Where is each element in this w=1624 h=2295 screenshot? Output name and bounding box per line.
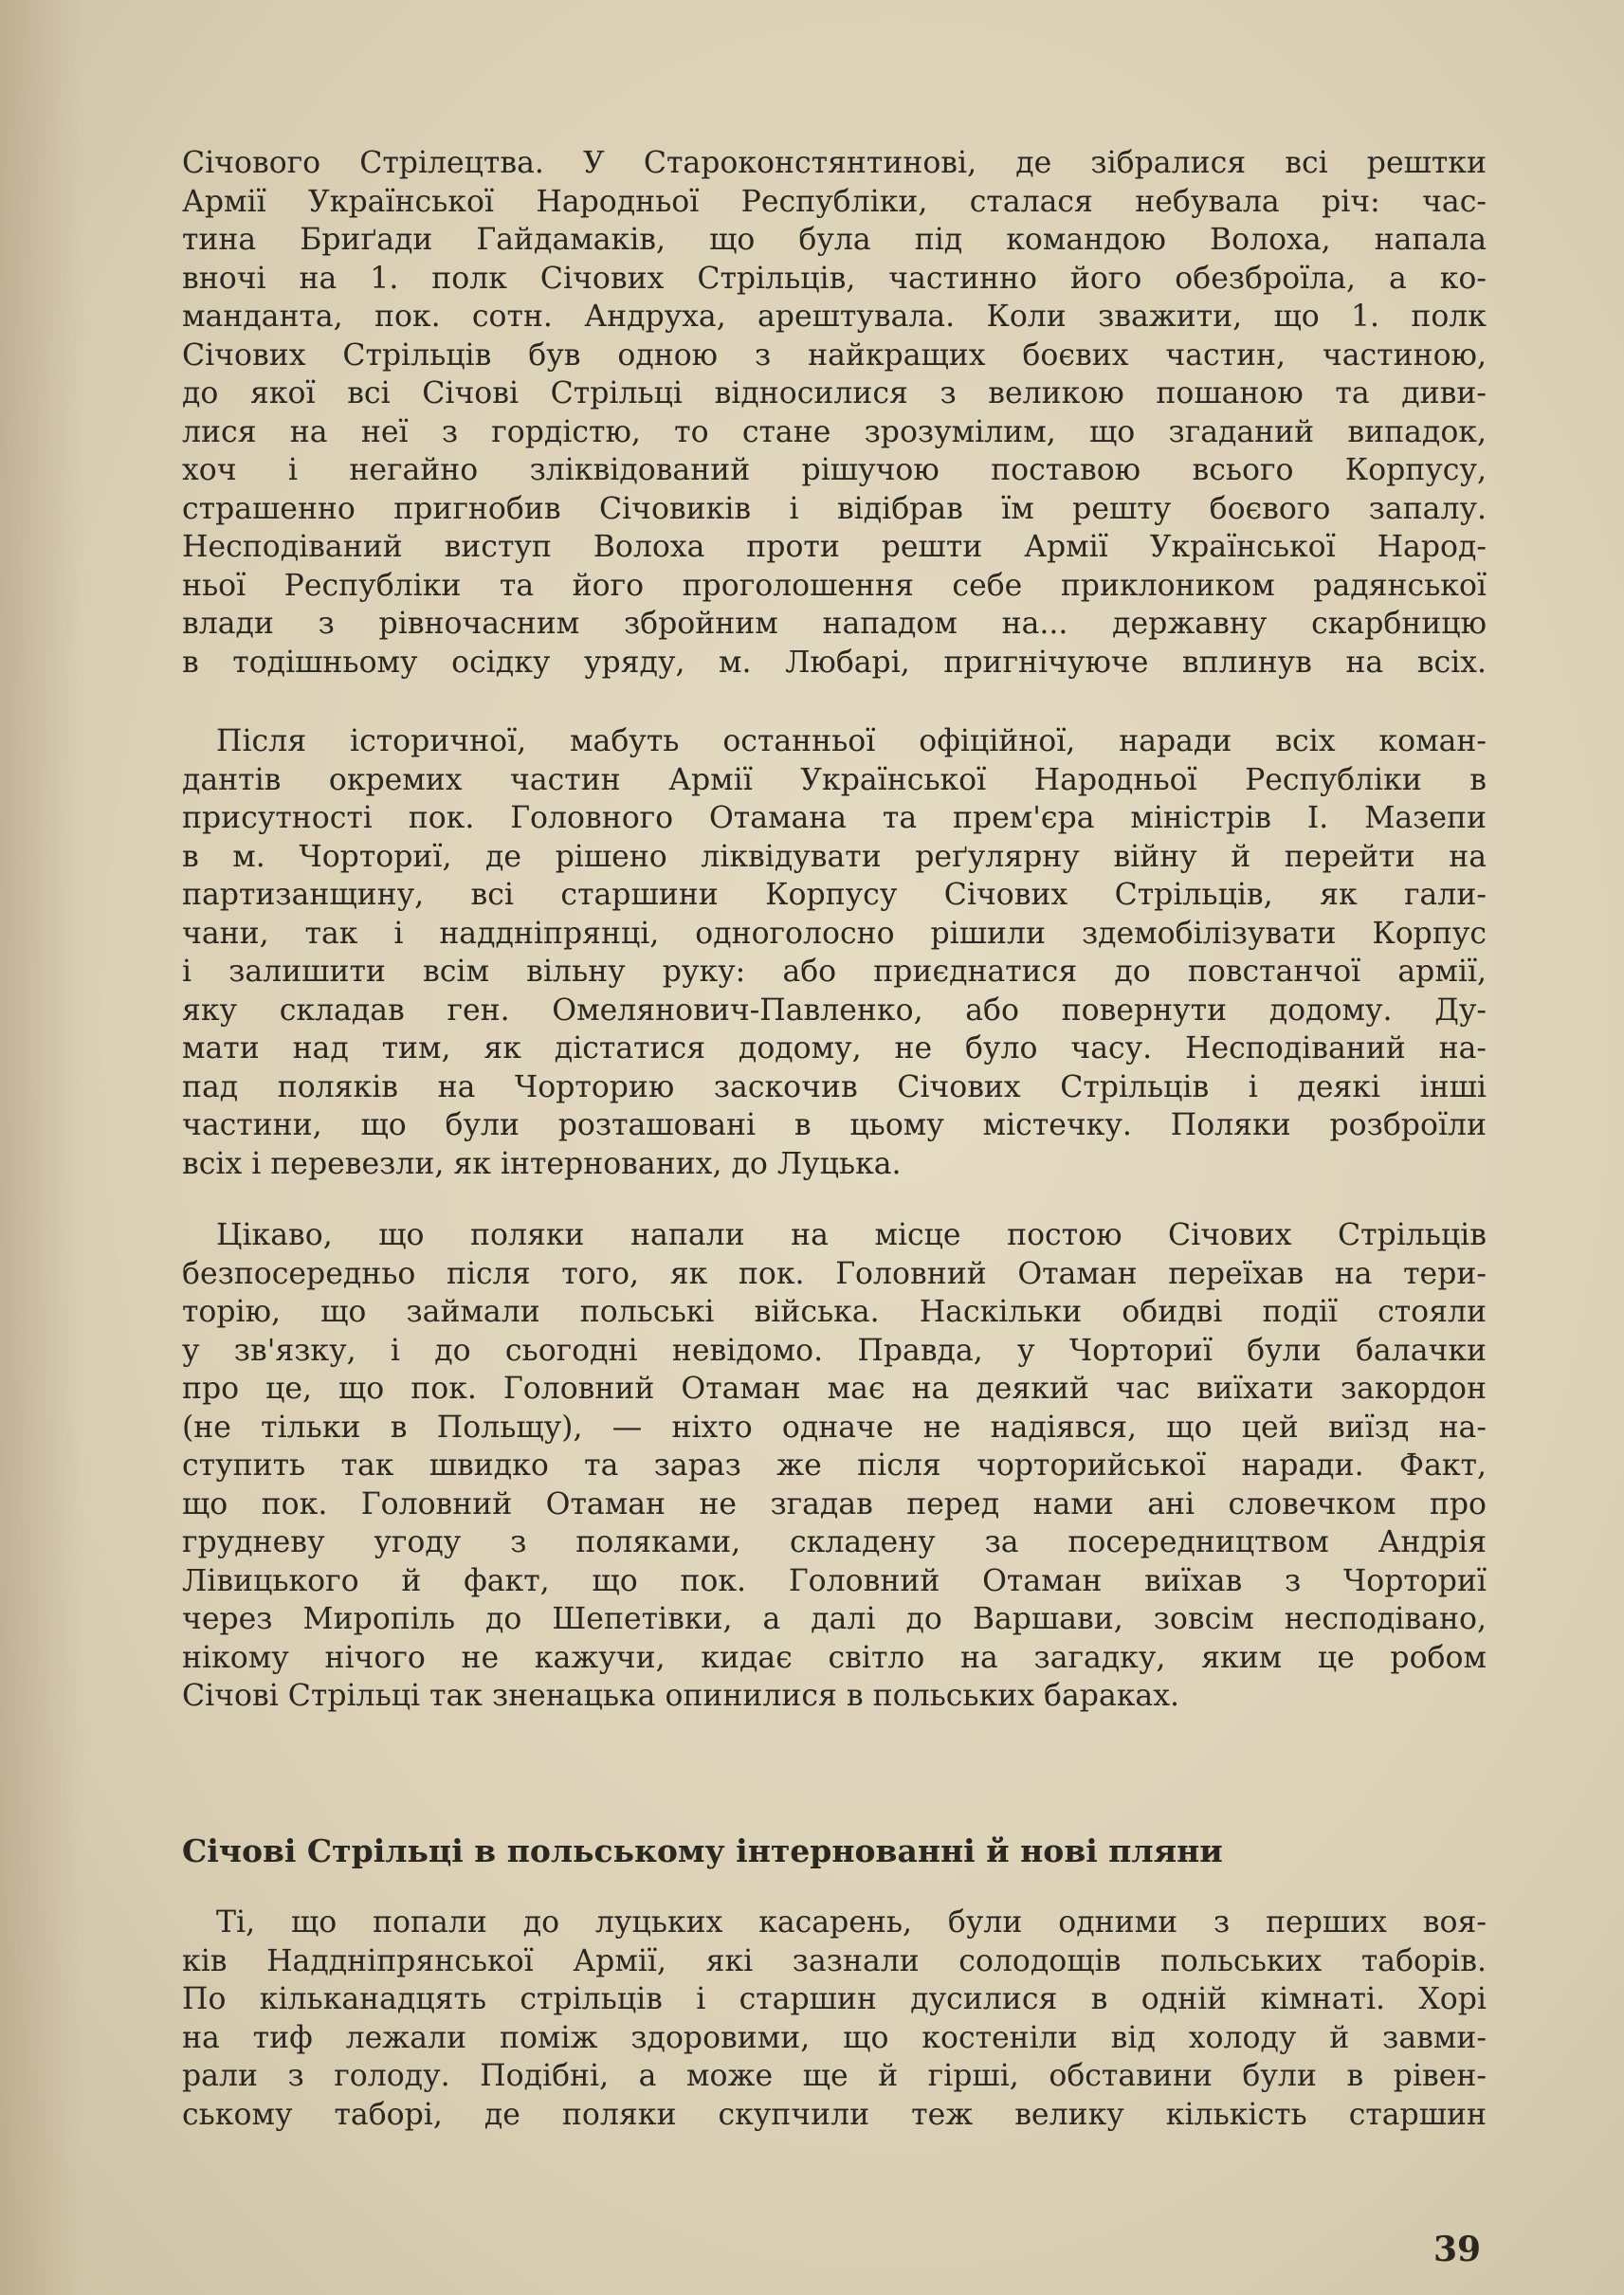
text-line: ків Наддніпрянської Армії, які зазнали солодощів польських таборів.: [182, 1943, 1487, 1978]
text-line: лися на неї з гордістю, то стане зрозумілим, що згаданий випадок,: [182, 414, 1487, 449]
text-line: По кільканадцять стрільців і старшин дусилися в одній кімнаті. Хорі: [182, 1982, 1487, 2016]
text-line: грудневу угоду з поляками, складену за посередництвом Андрія: [182, 1525, 1487, 1559]
text-line: Ті, що попали до луцьких касарень, були одними з перших воя-: [216, 1905, 1487, 1940]
text-line: Січового Стрілецтва. У Староконстянтинові, де зібралися всі рештки: [182, 146, 1487, 180]
text-line: страшенно пригнобив Січовиків і відібрав їм решту боєвого запалу.: [182, 491, 1487, 526]
paragraph-3: [182, 1216, 1487, 1716]
text-line: частини, що були розташовані в цьому містечку. Поляки розброїли: [182, 1108, 1487, 1142]
paragraph-2: [182, 722, 1487, 1183]
text-line: тина Бриґади Гайдамаків, що була під командою Волоха, напала: [182, 223, 1487, 257]
text-line: нікому нічого не кажучи, кидає світло на загадку, яким це робом: [182, 1640, 1487, 1675]
text-line: до якої всі Січові Стрільці відносилися з великою пошаною та диви-: [182, 376, 1487, 410]
text-line: в тодішньому осідку уряду, м. Любарі, пригнічуюче вплинув на всіх.: [182, 645, 1487, 680]
text-line: у зв'язку, і до сьогодні невідомо. Правда, у Чорториї були балачки: [182, 1333, 1487, 1368]
text-line: Армії Української Народньої Республіки, сталася небувала річ: час-: [182, 184, 1487, 219]
text-line: що пок. Головний Отаман не згадав перед нами ані словечком про: [182, 1486, 1487, 1521]
text-line: і залишити всім вільну руку: або приєднатися до повстанчої армії,: [182, 955, 1487, 989]
text-line: Січові Стрільці так зненацька опинилися в польських бараках.: [182, 1679, 1179, 1713]
text-line: манданта, пок. сотн. Андруха, арештувала. Коли зважити, що 1. полк: [182, 300, 1487, 334]
text-line: Лівицького й факт, що пок. Головний Отаман виїхав з Чорториї: [182, 1563, 1487, 1598]
text-line: в м. Чорториї, де рішено ліквідувати реґулярну війну й перейти на: [182, 839, 1487, 874]
text-line: ському таборі, де поляки скупчили теж велику кількість старшин: [182, 2097, 1487, 2132]
page-number: 39: [1433, 2230, 1482, 2269]
text-line: влади з рівночасним збройним нападом на... державну скарбницю: [182, 607, 1487, 641]
text-line: рали з голоду. Подібні, а може ще й гірші, обставини були в рівен-: [182, 2059, 1487, 2093]
text-line: хоч і негайно зліквідований рішучою поставою всього Корпусу,: [182, 453, 1487, 487]
section-heading: Січові Стрільці в польському інтернованні й нові пляни: [182, 1832, 1223, 1869]
paragraph-4: [182, 1903, 1487, 2134]
text-line: про це, що пок. Головний Отаман має на деякий час виїхати закордон: [182, 1372, 1487, 1406]
paragraph-1: [182, 144, 1487, 682]
text-line: яку складав ген. Омелянович-Павленко, або повернути додому. Ду-: [182, 993, 1487, 1028]
text-line: присутності пок. Головного Отамана та прем'єра міністрів І. Мазепи: [182, 801, 1487, 835]
text-line: безпосередньо після того, як пок. Головний Отаман переїхав на тери-: [182, 1256, 1487, 1291]
text-line: на тиф лежали поміж здоровими, що костеніли від холоду й завми-: [182, 2020, 1487, 2055]
text-line: всіх і перевезли, як інтернованих, до Луцька.: [182, 1146, 902, 1181]
text-line: через Миропіль до Шепетівки, а далі до Варшави, зовсім несподівано,: [182, 1602, 1487, 1636]
text-line: Січових Стрільців був одною з найкращих боєвих частин, частиною,: [182, 337, 1487, 373]
text-line: мати над тим, як дістатися додому, не було часу. Несподіваний на-: [182, 1031, 1487, 1066]
text-line: пад поляків на Чорторию заскочив Січових Стрільців і деякі інші: [182, 1069, 1487, 1104]
text-line: ступить так швидко та зараз же після чорторийської наради. Факт,: [182, 1448, 1487, 1483]
text-line: вночі на 1. полк Січових Стрільців, частинно його обезброїла, а ко-: [182, 261, 1487, 296]
text-line: Цікаво, що поляки напали на місце постою Січових Стрільців: [216, 1218, 1487, 1252]
text-line: (не тільки в Польщу), — ніхто одначе не надіявся, що цей виїзд на-: [182, 1410, 1487, 1445]
text-line: чани, так і наддніпрянці, одноголосно рішили здемобілізувати Корпус: [182, 916, 1487, 951]
text-line: торію, що займали польські війська. Наскільки обидві події стояли: [182, 1295, 1487, 1329]
text-line: Після історичної, мабуть останньої офіційної, наради всіх коман-: [216, 724, 1487, 758]
text-line: дантів окремих частин Армії Української Народньої Республіки в: [182, 762, 1487, 797]
text-line: ньої Республіки та його проголошення себе приклоником радянської: [182, 568, 1487, 603]
text-line: партизанщину, всі старшини Корпусу Січових Стрільців, як гали-: [182, 878, 1487, 912]
text-line: Несподіваний виступ Волоха проти решти Армії Української Народ-: [182, 530, 1487, 564]
